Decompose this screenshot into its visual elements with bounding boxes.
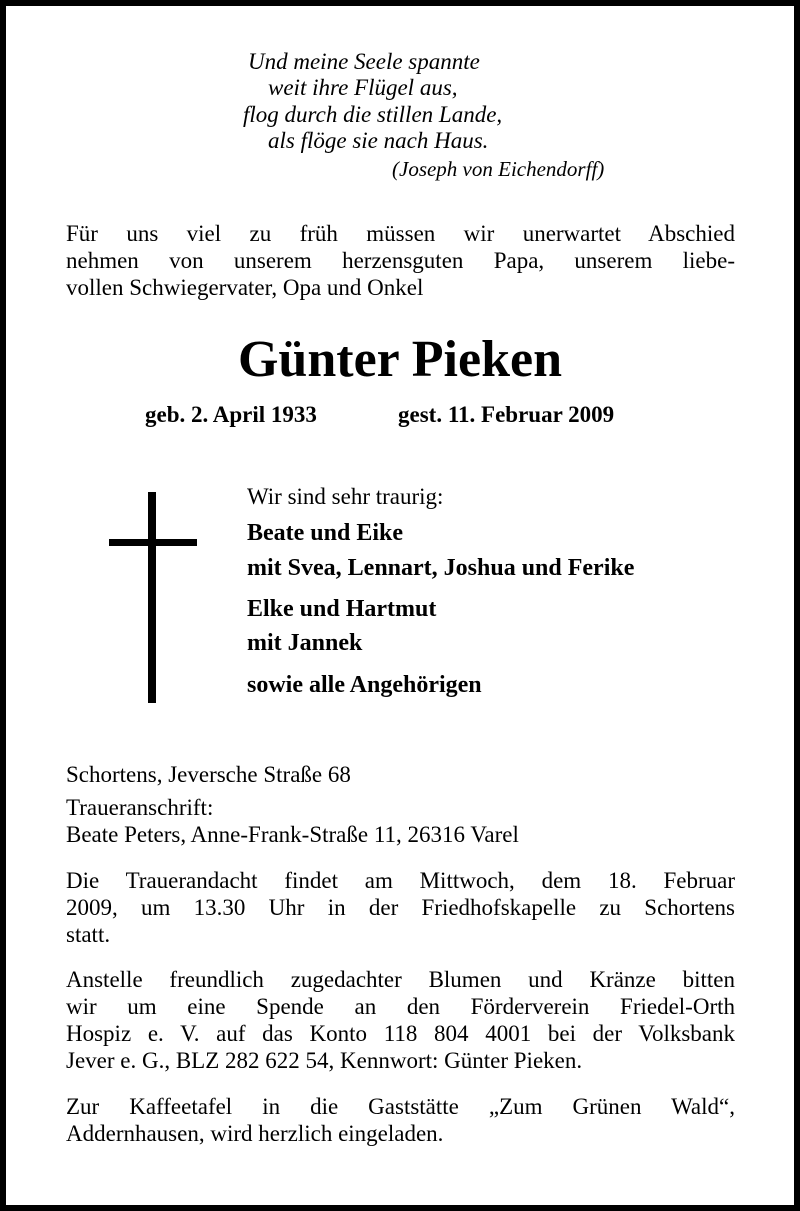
mourning-address-label: Traueranschrift: [66, 795, 214, 820]
mourner-group-4: mit Jannek [247, 630, 363, 656]
intro-line-3: vollen Schwiegervater, Opa und Onkel [66, 275, 424, 300]
donation-line-4: Jever e. G., BLZ 282 622 54, Kennwort: Günter Pieken. [66, 1048, 583, 1073]
mourner-group-3: Elke und Hartmut [247, 596, 437, 622]
mourning-address: Beate Peters, Anne-Frank-Straße 11, 26316 Varel [66, 822, 519, 847]
donation-line-1: Anstelle freundlich zugedachter Blumen und Kränze bitten [66, 967, 735, 992]
death-date: gest. 11. Februar 2009 [398, 402, 615, 427]
poem-line-1: Und meine Seele spannte [248, 49, 480, 74]
residence-address: Schortens, Jeversche Straße 68 [66, 762, 351, 787]
reception-line-2: Addernhausen, wird herzlich eingeladen. [66, 1121, 444, 1146]
deceased-name: Günter Pieken [237, 331, 563, 388]
poem-attribution: (Joseph von Eichendorff) [392, 157, 605, 181]
donation-line-2: wir um eine Spende an den Förderverein Friedel-Orth [66, 994, 735, 1019]
reception-line-1: Zur Kaffeetafel in die Gaststätte „Zum Grünen Wald“, [66, 1094, 735, 1119]
mourner-group-1: Beate und Eike [247, 520, 404, 546]
donation-line-3: Hospiz e. V. auf das Konto 118 804 4001 bei der Volksbank [66, 1021, 735, 1046]
service-line-2: 2009, um 13.30 Uhr in der Friedhofskapelle zu Schortens [66, 895, 735, 920]
birth-date: geb. 2. April 1933 [145, 402, 317, 427]
poem-line-4: als flöge sie nach Haus. [268, 128, 489, 153]
cross-icon-horizontal [109, 539, 197, 546]
poem-line-2: weit ihre Flügel aus, [268, 75, 458, 100]
cross-icon-vertical [148, 492, 156, 703]
intro-line-2: nehmen von unserem herzensguten Papa, unserem liebe- [66, 248, 735, 273]
mourner-group-2: mit Svea, Lennart, Joshua und Ferike [247, 555, 635, 581]
mourners-heading: Wir sind sehr traurig: [247, 484, 444, 509]
service-line-1: Die Trauerandacht findet am Mittwoch, dem 18. Februar [66, 868, 735, 893]
intro-line-1: Für uns viel zu früh müssen wir unerwartet Abschied [66, 221, 735, 246]
service-line-3: statt. [66, 922, 111, 947]
poem-line-3: flog durch die stillen Lande, [243, 102, 503, 127]
mourner-group-5: sowie alle Angehörigen [247, 672, 482, 698]
